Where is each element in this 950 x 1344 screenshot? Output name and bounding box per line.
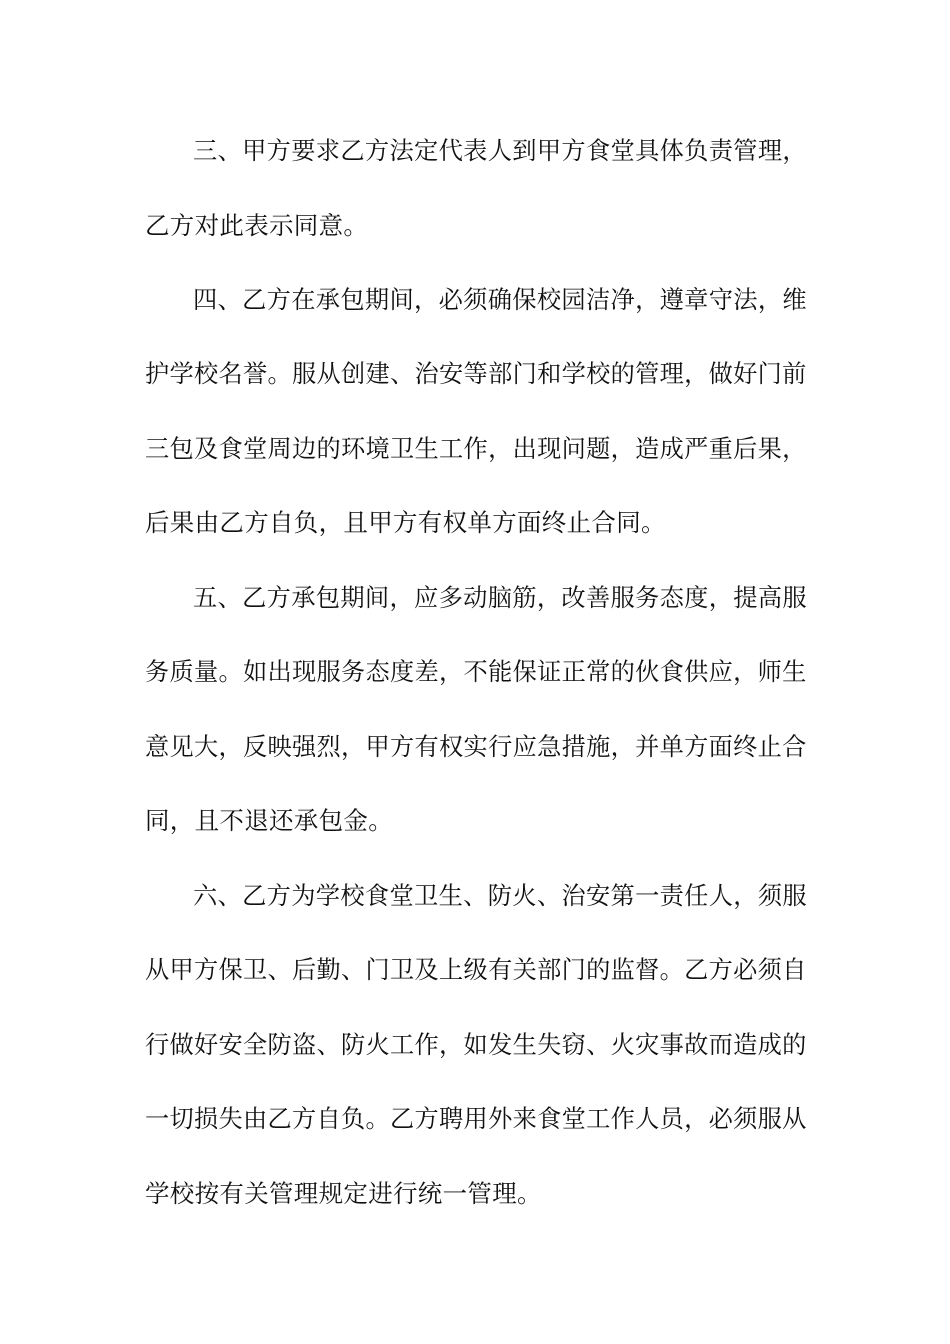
clause-5-line-3: 意见大，反映强烈，甲方有权实行应急措施，并单方面终止合 [145,732,807,761]
clause-3-line-1: 三、甲方要求乙方法定代表人到甲方食堂具体负责管理， [193,136,807,165]
clause-6-line-3: 行做好安全防盗、防火工作，如发生失窃、火灾事故而造成的 [145,1030,807,1059]
clause-4-line-3: 三包及食堂周边的环境卫生工作，出现问题，造成严重后果， [145,434,807,463]
clause-6-line-5: 学校按有关管理规定进行统一管理。 [145,1179,542,1208]
clause-5-line-2: 务质量。如出现服务态度差，不能保证正常的伙食供应，师生 [145,657,807,686]
clause-5-line-4: 同，且不退还承包金。 [145,806,393,835]
clause-6-line-2: 从甲方保卫、后勤、门卫及上级有关部门的监督。乙方必须自 [145,955,807,984]
clause-6-line-1: 六、乙方为学校食堂卫生、防火、治安第一责任人，须服 [193,881,807,910]
clause-4-line-2: 护学校名誉。服从创建、治安等部门和学校的管理，做好门前 [145,359,807,388]
clause-5-line-1: 五、乙方承包期间，应多动脑筋，改善服务态度，提高服 [193,583,807,612]
clause-4-line-1: 四、乙方在承包期间，必须确保校园洁净，遵章守法，维 [193,285,807,314]
clause-6-line-4: 一切损失由乙方自负。乙方聘用外来食堂工作人员，必须服从 [145,1104,807,1133]
clause-3-line-2: 乙方对此表示同意。 [145,211,369,240]
clause-4-line-4: 后果由乙方自负，且甲方有权单方面终止合同。 [145,508,666,537]
